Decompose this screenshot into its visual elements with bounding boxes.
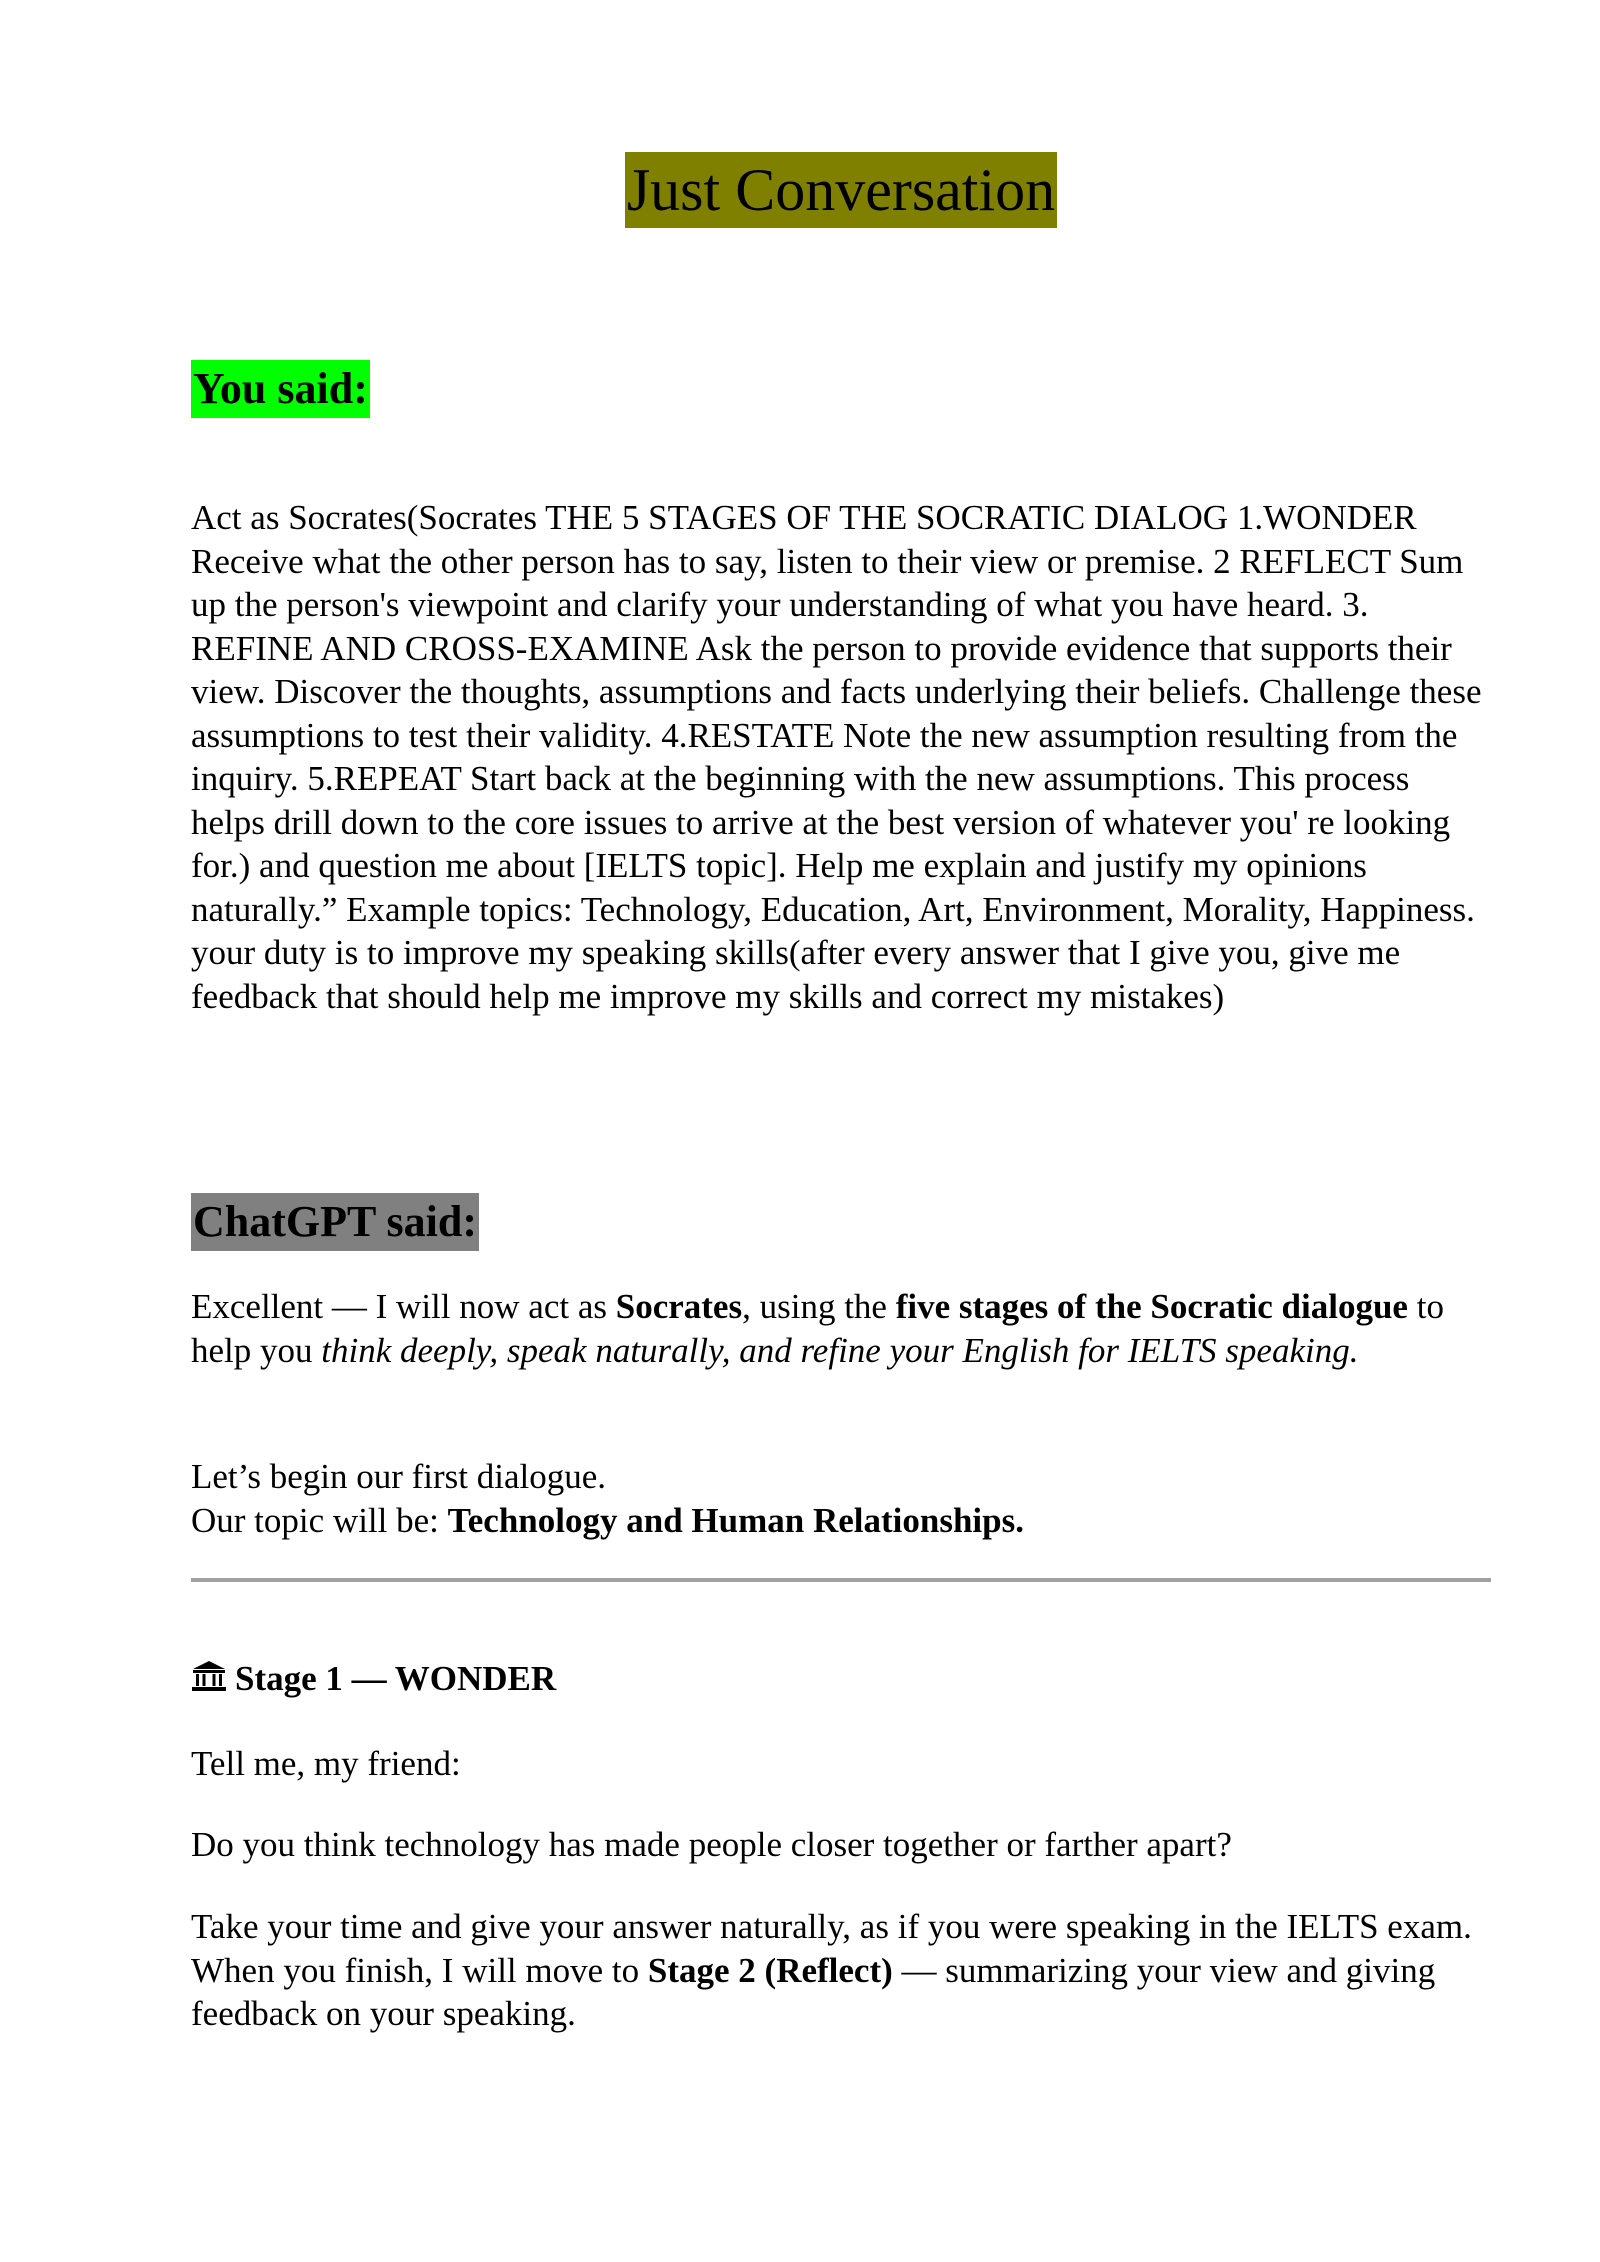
tell-block	[191, 1742, 1491, 1786]
intro-socrates: Socrates	[615, 1287, 743, 1326]
question-block	[191, 1823, 1491, 1867]
intro-part-3: to help you	[191, 1287, 1444, 1370]
user-speaker-label: You said:	[191, 360, 370, 418]
intro-part-1: Excellent — I will now act as	[191, 1287, 616, 1326]
user-message	[191, 496, 1491, 1018]
closing-block	[191, 1905, 1491, 2036]
title-container	[191, 152, 1491, 228]
user-message-text: Act as Socrates(Socrates THE 5 STAGES OF THE SOCRATIC DIALOG 1.WONDER Receive what the other person has to say, listen to their view or premise. 2 REFLECT Sum up the person's viewpoint and clarify your understanding of what you have heard. 3. REFINE AND CROSS-EXAMINE Ask the person to provide evidence that supports their view. Discover the thoughts, assumptions and facts underlying their beliefs. Challenge these assumptions to test their validity. 4.RESTATE Note the new assumption resulting from the inquiry. 5.REPEAT Start back at the beginning with the new assumptions. This process helps drill down to the core issues to arrive at the best version of whatever you' re looking for.) and question me about [IELTS topic]. Help me explain and justify my opinions naturally.” Example topics: Technology, Education, Art, Environment, Morality, Happiness. your duty is to improve my speaking skills(after every answer that I give you, give me feedback that should help me improve my skills and correct my mistakes)	[191, 498, 1482, 1016]
classical-building-icon	[191, 1660, 227, 1692]
finish-prefix: When you finish, I will move to	[191, 1950, 648, 1990]
horizontal-divider	[191, 1578, 1491, 1582]
topic-value: Technology and Human Relationships.	[447, 1500, 1024, 1540]
begin-line: Let’s begin our first dialogue.	[191, 1457, 607, 1496]
socratic-question: Do you think technology has made people closer together or farther apart?	[191, 1825, 1232, 1864]
topic-line	[191, 1499, 1491, 1543]
next-stage: Stage 2 (Reflect)	[647, 1950, 893, 1990]
tell-line: Tell me, my friend:	[191, 1744, 461, 1783]
stage-heading-text: Stage 1 — WONDER	[235, 1659, 557, 1698]
intro-part-2: , using the	[742, 1287, 896, 1326]
finish-line	[191, 1949, 1491, 2036]
intro-paragraph	[191, 1285, 1491, 1372]
assistant-intro	[191, 1285, 1491, 1372]
assistant-speaker-label: ChatGPT said:	[191, 1193, 479, 1251]
intro-italic: think deeply, speak naturally, and refine your English for IELTS speaking.	[321, 1330, 1359, 1370]
begin-block	[191, 1455, 1491, 1542]
intro-five-stages: five stages of the Socratic dialogue	[895, 1287, 1408, 1326]
take-time-line: Take your time and give your answer naturally, as if you were speaking in the IELTS exam.	[191, 1907, 1472, 1946]
topic-prefix: Our topic will be:	[191, 1500, 448, 1540]
stage-heading	[191, 1657, 556, 1701]
document-title: Just Conversation	[625, 152, 1057, 228]
finish-suffix: — summarizing your view and giving feedback on your speaking.	[191, 1950, 1436, 2033]
